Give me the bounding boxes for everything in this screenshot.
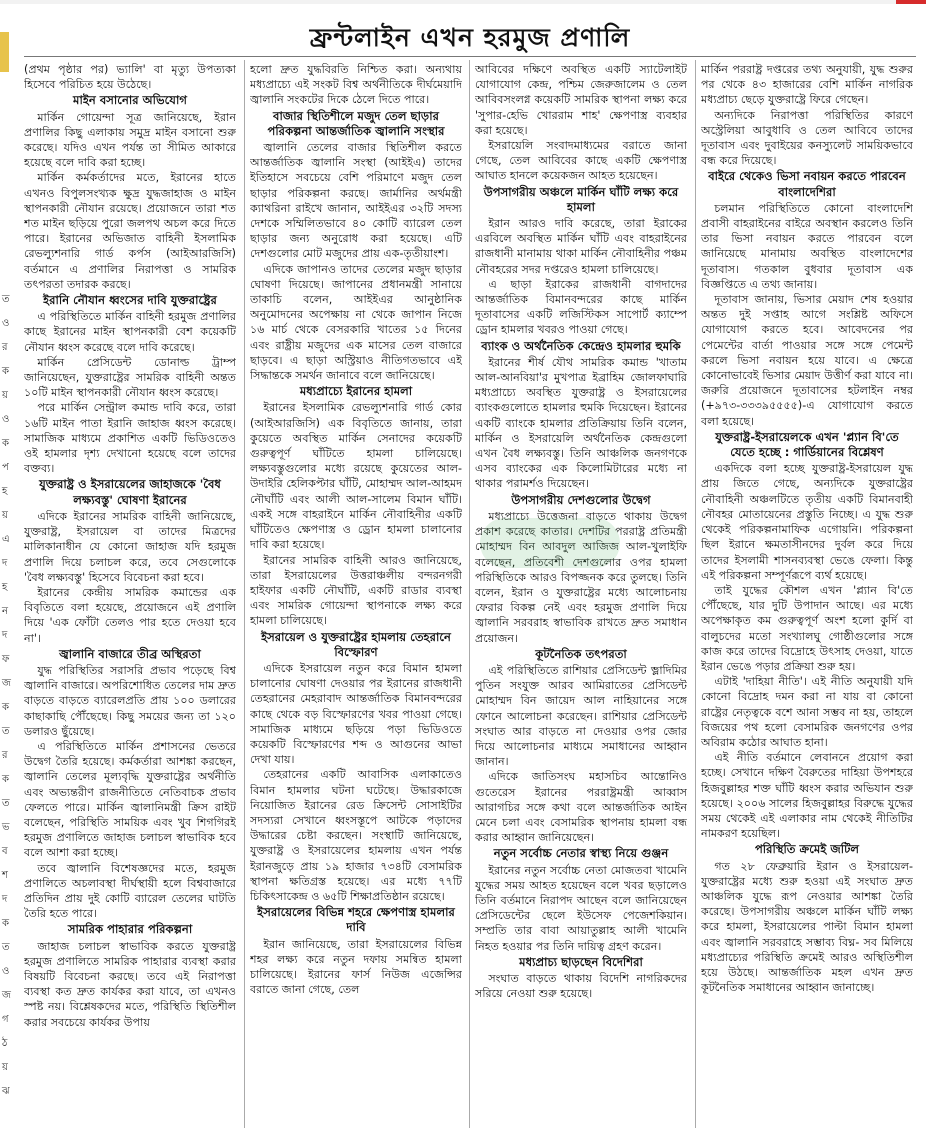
paragraph: এই নীতি বর্তমানে লেবাননে প্রয়োগ করা হচ্ছে। সেখানে দক্ষিণ বৈরুতের দাহিয়া উপশহরে হিজবুল্লাহর শক্ত ঘাঁটি ধ্বংস করার অভিযান শুরু হয়েছে। ২০০৬ সালের হিজবুল্লাহর বিরুদ্ধে যুদ্ধের সময় থেকেই এই এলাকার নাম থেকেই নীতিটির নামকরণ হয়েছিল। — [701, 751, 913, 841]
subheading: যুক্তরাষ্ট্র-ইসরায়েলকে এখন 'প্ল্যান বি'তে যেতে হচ্ছে : গার্ডিয়ানের বিশ্লেষণ — [715, 429, 899, 460]
paragraph: ইরানের কেন্দ্রীয় সামরিক কমান্ডের এক বিবৃতিতে বলা হয়েছে, প্রয়োজনে এই প্রণালি দিয়ে 'এক ফোঁটা তেলও পার হতে দেওয়া হবে না'। — [24, 585, 236, 645]
paragraph: ইরানের ইসলামিক রেভল্যুশনারি গার্ড কোর (আইআরজিসি) এক বিবৃতিতে জানায়, তারা কুয়েতে অবস্থিত মার্কিন সেনাদের কয়েকটি গুরুত্বপূর্ণ ঘাঁটিতে হামলা চালিয়েছে। লক্ষ্যবস্তুগুলোর মধ্যে রয়েছে কুয়েতের আল-উদাইরি হেলিকপ্টার ঘাঁটি, মোহাম্মদ আল-আহমদ নৌঘাঁটি এবং আলী আল-সালেম বিমান ঘাঁটি। একই সঙ্গে বাহরাইনে মার্কিন নৌবাহিনীর একটি ঘাঁটিতেও ক্ষেপণাস্ত্র ও ড্রোন হামলা চালানোর দাবি করা হয়েছে। — [250, 401, 462, 552]
strip-char: ক — [2, 366, 9, 377]
subheading: জ্বালানি বাজারে তীব্র অস্থিরতা — [59, 646, 201, 661]
strip-char: গ — [2, 1014, 9, 1025]
yellow-marker — [0, 32, 9, 72]
strip-char: প — [2, 462, 9, 473]
column-divider — [469, 60, 470, 1128]
strip-char: দ — [2, 630, 8, 641]
strip-char: ত — [2, 294, 10, 305]
strip-char: দ — [2, 894, 8, 905]
subheading: উপসাগরীয় অঞ্চলে মার্কিন ঘাঁটি লক্ষ্য করে হামলা — [483, 184, 679, 214]
paragraph: মার্কিন প্রেসিডেন্ট ডোনাল্ড ট্রাম্প জানিয়েছেন, যুক্তরাষ্ট্রের সামরিক বাহিনী অন্তত ১০টি মাইন স্থাপনকারী নৌযান ধ্বংস করেছে। — [24, 355, 236, 400]
strip-char: ব — [2, 846, 8, 857]
subheading: ইরানি নৌযান ধ্বংসের দাবি যুক্তরাষ্ট্রের — [43, 293, 217, 308]
paragraph: এদিকে ইসরায়েল নতুন করে বিমান হামলা চালানোর ঘোষণা দেওয়ার পর ইরানের রাজধানী তেহরানের মেহরাবাদ আন্তর্জাতিক বিমানবন্দরের কাছে থেকে বড় বিস্ফোরণের খবর পাওয়া গেছে। সামাজিক মাধ্যমে ছড়িয়ে পড়া ভিডিওতে কয়েকটি বিস্ফোরণের শব্দ ও আগুনের আভা দেখা যায়। — [250, 661, 462, 767]
paragraph: গত ২৮ ফেব্রুয়ারি ইরান ও ইসরায়েল-যুক্তরাষ্ট্রের মধ্যে শুরু হওয়া এই সংঘাত দ্রুত আঞ্চলিক যুদ্ধে রূপ নেওয়ার আশঙ্কা তৈরি করেছে। উপসাগরীয় অঞ্চলে মার্কিন ঘাঁটি লক্ষ্য করে হামলা, ইসরায়েলের পাল্টা বিমান হামলা এবং জ্বালানি সরবরাহে সম্ভাব্য বিঘ্ন- সব মিলিয়ে মধ্যপ্রাচ্যের পরিস্থিতি ক্রমেই আরও অস্থিতিশীল হয়ে উঠছে। আন্তর্জাতিক মহল এখন দ্রুত কূটনৈতিক সমাধানের আহ্বান জানাচ্ছে। — [701, 859, 913, 995]
subheading: উপসাগরীয় দেশগুলোর উদ্বেগ — [511, 492, 651, 507]
subheading: ব্যাংক ও অর্থনৈতিক কেন্দ্রেও হামলার হুমকি — [481, 338, 681, 353]
paragraph: হলো দ্রুত যুদ্ধবিরতি নিশ্চিত করা। অন্যথায় মধ্যপ্রাচ্যে এই সংকট বিশ্ব অর্থনীতিকে দীর্ঘমেয়াদি জ্বালানি সংকটের দিকে ঠেলে দিতে পারে। — [250, 63, 462, 107]
subheading: পরিস্থিতি ক্রমেই জটিল — [754, 842, 860, 857]
strip-char: দ — [2, 558, 8, 569]
strip-char: ঠ — [2, 1038, 8, 1049]
strip-char: য় — [2, 1062, 8, 1073]
column-1 — [24, 62, 236, 1128]
strip-char: ত — [2, 942, 10, 953]
paragraph: ইরানের সামরিক বাহিনী আরও জানিয়েছে, তারা ইসরায়েলের উত্তরাঞ্চলীয় বন্দরনগরী হাইফার একটি নৌঘাঁটি, একটি রাডার ব্যবস্থা এবং সামরিক গোয়েন্দা স্থাপনাকে লক্ষ্য করে হামলা চালিয়েছে। — [250, 553, 462, 628]
paragraph: তেহরানের একটি আবাসিক এলাকাতেও বিমান হামলার ঘটনা ঘটেছে। উদ্ধারকাজে নিয়োজিত ইরানের রেড ক্রিসেন্ট সোসাইটির সদস্যরা সেখানে ধ্বংসস্তূপে আটকে পড়াদের উদ্ধারের চেষ্টা করছেন। সংস্থাটি জানিয়েছে, যুক্তরাষ্ট্র ও ইসরায়েলের হামলায় এখন পর্যন্ত ইরানজুড়ে প্রায় ১৯ হাজার ৭৩৪টি বেসামরিক স্থাপনা ক্ষতিগ্রস্ত হয়েছে। এর মধ্যে ৭৭টি চিকিৎসাকেন্দ্র ও ৬৫টি শিক্ষাপ্রতিষ্ঠান রয়েছে। — [250, 768, 462, 903]
subheading: মধ্যপ্রাচ্য ছাড়ছেন বিদেশিরা — [519, 954, 643, 969]
subheading: মাইন বসানোর অভিযোগ — [73, 93, 187, 108]
paragraph: এটাই 'দাহিয়া নীতি'। এই নীতি অনুযায়ী যদি কোনো বিদ্রোহ দমন করা না যায় বা কোনো রাষ্ট্রের নেতৃত্বকে বশে আনা সম্ভব না হয়, তাহলে বিজয়ের পথ হলো বেসামরিক জনগণের ওপর অবিরাম কঠোর আঘাত হানা। — [701, 675, 913, 749]
column-4 — [701, 62, 913, 1128]
paragraph: এ পরিস্থিতিতে মার্কিন প্রশাসনের ভেতরে উদ্বেগ তৈরি হয়েছে। কর্মকর্তারা আশঙ্কা করছেন, জ্বালানি তেলের মূল্যবৃদ্ধি যুক্তরাষ্ট্রের অর্থনীতি এবং অভ্যন্তরীণ রাজনীতিতে নেতিবাচক প্রভাব ফেলতে পারে। মার্কিন জ্বালানিমন্ত্রী ক্রিস রাইট বলেছেন, পরিস্থিতি সাময়িক এবং খুব শিগগিরই হরমুজ প্রণালিতে জাহাজ চলাচল স্বাভাবিক হবে বলে আশা করা হচ্ছে। — [24, 739, 236, 860]
strip-char: ভ — [2, 822, 10, 833]
paragraph: মধ্যপ্রাচ্যে উত্তেজনা বাড়তে থাকায় উদ্বেগ প্রকাশ করেছে কাতার। দেশটির পররাষ্ট্র প্রতিমন্ত্রী মোহাম্মদ বিন আবদুল আজিজ আল-খুলাইফি বলেছেন, প্রতিবেশী দেশগুলোর ওপর হামলা পরিস্থিতিকে আরও বিপজ্জনক করে তুলছে। তিনি বলেন, ইরান ও যুক্তরাষ্ট্রের মধ্যে আলোচনায় ফেরার বিকল্প নেই এবং হরমুজ প্রণালি দিয়ে জ্বালানি সরবরাহ স্বাভাবিক রাখতে দ্রুত সমাধান প্রয়োজন। — [475, 509, 687, 645]
strip-char: জ — [2, 678, 11, 689]
paragraph: যুদ্ধ পরিস্থিতির সরাসরি প্রভাব পড়েছে বিশ্ব জ্বালানি বাজারে। অপরিশোধিত তেলের দাম দ্রুত বাড়তে বাড়তে ব্যারেলপ্রতি প্রায় ১০০ ডলারের কাছাকাছি পৌঁছেছে। কিছু সময়ের জন্য তা ১২০ ডলারও ছুঁয়েছে। — [24, 663, 236, 738]
strip-char: ত — [2, 798, 10, 809]
strip-char: ঝ — [2, 1086, 10, 1097]
strip-char: জ — [2, 990, 11, 1001]
paragraph: মার্কিন গোয়েন্দা সূত্র জানিয়েছে, ইরান প্রণালির কিছু এলাকায় সমুদ্র মাইন বসানো শুরু করেছে। যদিও এখন পর্যন্ত তা সীমিত আকারে হয়েছে বলে দাবি করা হচ্ছে। — [24, 110, 236, 170]
strip-char: ও — [2, 318, 10, 329]
column-divider — [244, 60, 245, 1128]
paragraph: জাহাজ চলাচল স্বাভাবিক করতে যুক্তরাষ্ট্র হরমুজ প্রণালিতে সামরিক পাহারার ব্যবস্থা করার বিষয়টি বিবেচনা করছে। তবে এই নিরাপত্তা ব্যবস্থা কত দ্রুত কার্যকর করা যাবে, তা এখনও স্পষ্ট নয়। বিশ্লেষকদের মতে, পরিস্থিতি স্থিতিশীল করার সবচেয়ে কার্যকর উপায় — [24, 939, 236, 1029]
top-bar-accent — [896, 0, 926, 4]
paragraph: এই পরিস্থিতিতে রাশিয়ার প্রেসিডেন্ট ভ্লাদিমির পুতিন সংযুক্ত আরব আমিরাতের প্রেসিডেন্ট মোহাম্মদ বিন জায়েদ আল নাহিয়ানের সঙ্গে ফোনে আলোচনা করেছেন। রাশিয়ার প্রেসিডেন্ট সংঘাত আর বাড়তে না দেওয়ার ওপর জোর দিয়ে আলোচনার মাধ্যমে সমাধানের আহ্বান জানান। — [475, 663, 687, 769]
strip-char: ফ — [2, 654, 10, 665]
paragraph: এ ছাড়া ইরাকের রাজধানী বাগদাদের আন্তর্জাতিক বিমানবন্দরের কাছে মার্কিন দূতাবাসের একটি লজিস্টিকস সাপোর্ট ক্যাম্পে ড্রোন হামলার খবরও পাওয়া গেছে। — [475, 277, 687, 337]
subheading: মধ্যপ্রাচ্যে ইরানের হামলা — [299, 384, 413, 399]
column-2 — [250, 62, 462, 1128]
paragraph: জ্বালানি তেলের বাজার স্থিতিশীল করতে আন্তর্জাতিক জ্বালানি সংস্থা (আইইএ) তাদের ইতিহাসে সবচেয়ে বেশি পরিমাণে মজুদ তেল ছাড়ার পরিকল্পনা করছে। জার্মানির অর্থমন্ত্রী ক্যাথরিনা রাইখে জানান, আইইএর ৩২টি সদস্য দেশকে সম্মিলিতভাবে ৪০ কোটি ব্যারেল তেল ছাড়ার জন্য অনুরোধ করা হয়েছে। এটি দেশগুলোর মোট মজুদের প্রায় এক-তৃতীয়াংশ। — [250, 141, 462, 261]
paragraph: ইরানের শীর্ষ যৌথ সামরিক কমান্ড 'খাতাম আল-আনবিয়া'র মুখপাত্র ইব্রাহিম জোলফাঘারি মধ্যপ্রাচ্যে অবস্থিত যুক্তরাষ্ট্র ও ইসরায়েলের ব্যাংকগুলোতে হামলার হুমকি দিয়েছেন। ইরানের একটি ব্যাংকে হামলার প্রতিক্রিয়ায় তিনি বলেন, মার্কিন ও ইসরায়েলি অর্থনৈতিক কেন্দ্রগুলো এখন বৈধ লক্ষ্যবস্তু। তিনি আঞ্চলিক জনগণকে এসব ব্যাংকের এক কিলোমিটারের মধ্যে না থাকার পরামর্শও দিয়েছেন। — [475, 355, 687, 491]
top-bar — [0, 0, 926, 4]
page-headline: ফ্রন্টলাইন এখন হরমুজ প্রণালি — [309, 23, 631, 52]
subheading: নতুন সর্বোচ্চ নেতার স্বাস্থ্য নিয়ে গুঞ্জন — [493, 846, 669, 861]
subheading: ইসরায়েলের বিভিন্ন শহরে ক্ষেপণাস্ত্র হামলার দাবি — [257, 905, 455, 935]
paragraph: (প্রথম পৃষ্ঠার পর) ভ্যালি' বা মৃত্যু উপত্যকা হিসেবে পরিচিত হয়ে উঠেছে। — [24, 63, 236, 92]
watermark-logo — [480, 518, 620, 568]
paragraph: ইরানের নতুন সর্বোচ্চ নেতা মোজতবা খামেনি যুদ্ধের সময় আহত হয়েছেন বলে খবর ছড়ালেও তিনি বর্তমানে নিরাপদ আছেন বলে জানিয়েছেন প্রেসিডেন্টের ছেলে ইউসেফ পেজেশকিয়ান। সম্প্রতি তার বাবা আয়াতুল্লাহ আলী খামেনি নিহত হওয়ার পর তিনি দায়িত্ব গ্রহণ করেন। — [475, 863, 687, 953]
paragraph: পরে মার্কিন সেন্ট্রাল কমান্ড দাবি করে, তারা ১৬টি মাইন পাতা ইরানি জাহাজ ধ্বংস করেছে। সামাজিক মাধ্যমে প্রকাশিত একটি ভিডিওতেও ওই হামলার দৃশ্য দেখানো হয়েছে বলে তাদের বক্তব্য। — [24, 401, 236, 476]
strip-char: ও — [2, 414, 10, 425]
paragraph: আবিবের দক্ষিণে অবস্থিত একটি স্যাটেলাইট যোগাযোগ কেন্দ্র, পশ্চিম জেরুজালেম ও তেল আবিবসংলগ্ন কয়েকটি সামরিক স্থাপনা লক্ষ্য করে 'সুপার-হেভি খোররাম শাহ' ক্ষেপণাস্ত্র ব্যবহার করা হয়েছে। — [475, 63, 687, 137]
subheading: সামরিক পাহারার পরিকল্পনা — [67, 922, 193, 937]
adjacent-page-strip — [0, 0, 16, 1131]
strip-char: র — [2, 342, 8, 353]
paragraph: দূতাবাস জানায়, ভিসার মেয়াদ শেষ হওয়ার অন্তত দুই সপ্তাহ আগে সংশ্লিষ্ট অফিসে যোগাযোগ করতে হবে। আবেদনের পর পেমেন্টের বার্তা পাওয়ার সঙ্গে সঙ্গে পেমেন্ট করলে ভিসা নবায়ন হয়ে যাবে। এ ক্ষেত্রে কোনোভাবেই ভিসার মেয়াদ উত্তীর্ণ করা যাবে না। জরুরি প্রয়োজনে দূতাবাসের হটলাইন নম্বর (+৯৭৩-৩৩৩৯৫৫৫৫)-এ যোগাযোগ করতে বলা হয়েছে। — [701, 293, 913, 428]
strip-char: ক — [2, 918, 9, 929]
strip-char: ও — [2, 966, 10, 977]
headline-rule — [24, 56, 916, 57]
paragraph: এদিকে জাতিসংঘ মহাসচিব আন্তোনিও গুতেরেস ইরানের পররাষ্ট্রমন্ত্রী আব্বাস আরাগচির সঙ্গে কথা বলে আন্তর্জাতিক আইন মেনে চলা এবং বেসামরিক স্থাপনায় হামলা বন্ধ করার আহ্বান জানিয়েছেন। — [475, 770, 687, 845]
strip-char: য় — [2, 510, 8, 521]
paragraph: এদিকে ইরানের সামরিক বাহিনী জানিয়েছে, যুক্তরাষ্ট্র, ইসরায়েল বা তাদের মিত্রদের মালিকানাধীন যে কোনো জাহাজ যদি হরমুজ প্রণালি দিয়ে চলাচল করে, তবে সেগুলোকে 'বৈধ লক্ষ্যবস্তু' হিসেবে বিবেচনা করা হবে। — [24, 509, 236, 584]
column-3 — [475, 62, 687, 1128]
strip-char: ক — [2, 438, 9, 449]
paragraph: মার্কিন পররাষ্ট্র দপ্তরের তথ্য অনুযায়ী, যুদ্ধ শুরুর পর থেকে ৪৩ হাজারের বেশি মার্কিন নাগরিক মধ্যপ্রাচ্য ছেড়ে যুক্তরাষ্ট্রে ফিরে গেছেন। — [701, 63, 913, 107]
strip-char: র — [2, 750, 8, 761]
strip-char: এ — [2, 534, 10, 545]
paragraph: ইরান জানিয়েছে, তারা ইসরায়েলের বিভিন্ন শহর লক্ষ্য করে নতুন দফায় সমন্বিত হামলা চালিয়েছে। ইরানের ফার্স নিউজ এজেন্সির বরাতে জানা গেছে, তেল — [250, 937, 462, 997]
paragraph: ইরান আরও দাবি করেছে, তারা ইরাকের এরবিলে অবস্থিত মার্কিন ঘাঁটি এবং বাহরাইনের রাজধানী মানামায় থাকা মার্কিন নৌবাহিনীর পঞ্চম নৌবহরের সদর দপ্তরেও হামলা চালিয়েছে। — [475, 217, 687, 276]
subheading: বাইরে থেকেও ভিসা নবায়ন করতে পারবেন বাংলাদেশিরা — [708, 169, 906, 199]
subheading: বাজার স্থিতিশীলে মজুদ তেল ছাড়ার পরিকল্পনা আন্তর্জাতিক জ্বালানি সংস্থার — [267, 108, 445, 138]
strip-char: ত — [2, 726, 10, 737]
paragraph: অন্যদিকে নিরাপত্তা পরিস্থিতির কারণে অস্ট্রেলিয়া আবুধাবি ও তেল আবিবে তাদের দূতাবাস এবং দুবাইয়ের কনস্যুলেট সাময়িকভাবে বন্ধ করে দিয়েছে। — [701, 108, 913, 168]
strip-char: হ — [2, 582, 8, 593]
strip-char: ক — [2, 774, 9, 785]
subheading: কূটনৈতিক তৎপরতা — [535, 646, 627, 661]
paragraph: চলমান পরিস্থিতিতে কোনো বাংলাদেশি প্রবাসী বাহরাইনের বাইরে অবস্থান করলেও তিনি তার ভিসা নবায়ন করতে পারবেন বলে জানিয়েছে মানামায় অবস্থিত বাংলাদেশের দূতাবাস। গতকাল বুধবার দূতাবাস এক বিজ্ঞপ্তিতে এ তথ্য জানায়। — [701, 201, 913, 291]
strip-char: ক — [2, 702, 9, 713]
paragraph: এদিকে জাপানও তাদের তেলের মজুদ ছাড়ার ঘোষণা দিয়েছে। জাপানের প্রধানমন্ত্রী সানায়ে তাকাচি বলেন, আইইএর আনুষ্ঠানিক অনুমোদনের অপেক্ষায় না থেকে জাপান নিজে ১৬ মার্চ থেকে বেসরকারি খাতের ১৫ দিনের এবং রাষ্ট্রীয় মজুদের এক মাসের তেল বাজারে ছাড়বে। এ ছাড়া অস্ট্রিয়াও নীতিগতভাবে এই সিদ্ধান্তকে সমর্থন জানাবে বলে জানিয়েছে। — [250, 262, 462, 383]
strip-char: শ — [2, 870, 8, 881]
paragraph: এ পরিস্থিতিতে মার্কিন বাহিনী হরমুজ প্রণালির কাছে ইরানের মাইন স্থাপনকারী বেশ কয়েকটি নৌযান ধ্বংস করেছে বলে দাবি করেছে। — [24, 310, 236, 354]
strip-char: ন — [2, 606, 8, 617]
strip-char: হ — [2, 486, 8, 497]
subheading: যুক্তরাষ্ট্র ও ইসরায়েলের জাহাজকে 'বৈধ লক্ষ্যবস্তু' ঘোষণা ইরানের — [39, 477, 221, 507]
paragraph: সংঘাত বাড়তে থাকায় বিদেশি নাগরিকদের সরিয়ে নেওয়া শুরু হয়েছে। — [475, 971, 687, 1001]
column-divider — [695, 60, 696, 1128]
paragraph: তাই যুদ্ধের কৌশল এখন 'প্ল্যান বি'তে পৌঁছেছে, যার দুটি উপাদান আছে। এর মধ্যে অপেক্ষাকৃত কম গুরুত্বপূর্ণ অংশ হলো কুর্দি বা বালুচদের মতো সংখ্যালঘু গোষ্ঠীগুলোর সঙ্গে কাজ করে তাদের বিদ্রোহে উৎসাহ দেওয়া, যাতে ইরান ভেঙে পড়ার প্রক্রিয়া শুরু হয়। — [701, 583, 913, 673]
paragraph: ইসরায়েলি সংবাদমাধ্যমের বরাতে জানা গেছে, তেল আবিবের কাছে একটি ক্ষেপণাস্ত্র আঘাত হানলে কয়েকজন আহত হয়েছেন। — [475, 139, 687, 183]
subheading: ইসরায়েল ও যুক্তরাষ্ট্রের হামলায় তেহরানে বিস্ফোরণ — [261, 629, 451, 659]
paragraph: তবে জ্বালানি বিশেষজ্ঞদের মতে, হরমুজ প্রণালিতে অচলাবস্থা দীর্ঘস্থায়ী হলে বিশ্ববাজারে প্রতিদিন প্রায় দুই কোটি ব্যারেল তেলের ঘাটতি তৈরি হতে পারে। — [24, 861, 236, 921]
strip-char: য় — [2, 390, 8, 401]
paragraph: মার্কিন কর্মকর্তাদের মতে, ইরানের হাতে এখনও বিপুলসংখ্যক ক্ষুদ্র যুদ্ধজাহাজ ও মাইন স্থাপনকারী নৌযান রয়েছে। প্রয়োজনে তারা শত শত মাইন ছড়িয়ে পুরো জলপথ অচল করে দিতে পারে। ইরানের অভিজাত বাহিনী ইসলামিক রেভল্যুশনারি গার্ড কর্পস (আইআরজিসি) বর্তমানে এ প্রণালির নিরাপত্তা ও সামরিক তৎপরতা তদারক করছে। — [24, 171, 236, 291]
paragraph: একদিকে বলা হচ্ছে যুক্তরাষ্ট্র-ইসরায়েল যুদ্ধ প্রায় জিতে গেছে, অন্যদিকে যুক্তরাষ্ট্রের নৌবাহিনী অঞ্চলটিতে তৃতীয় একটি বিমানবাহী নৌবহর মোতায়েনের প্রস্তুতি নিচ্ছে। এ যুদ্ধ শুরু থেকেই পরিকল্পনামাফিক এগোয়নি। পরিকল্পনা ছিল ইরানে ক্ষমতাসীনদের দুর্বল করে দিয়ে তাদের ইসলামী শাসনব্যবস্থা ভেঙে ফেলা। কিন্তু এই পরিকল্পনা সম্পূর্ণরূপে ব্যর্থ হয়েছে। — [701, 462, 913, 582]
